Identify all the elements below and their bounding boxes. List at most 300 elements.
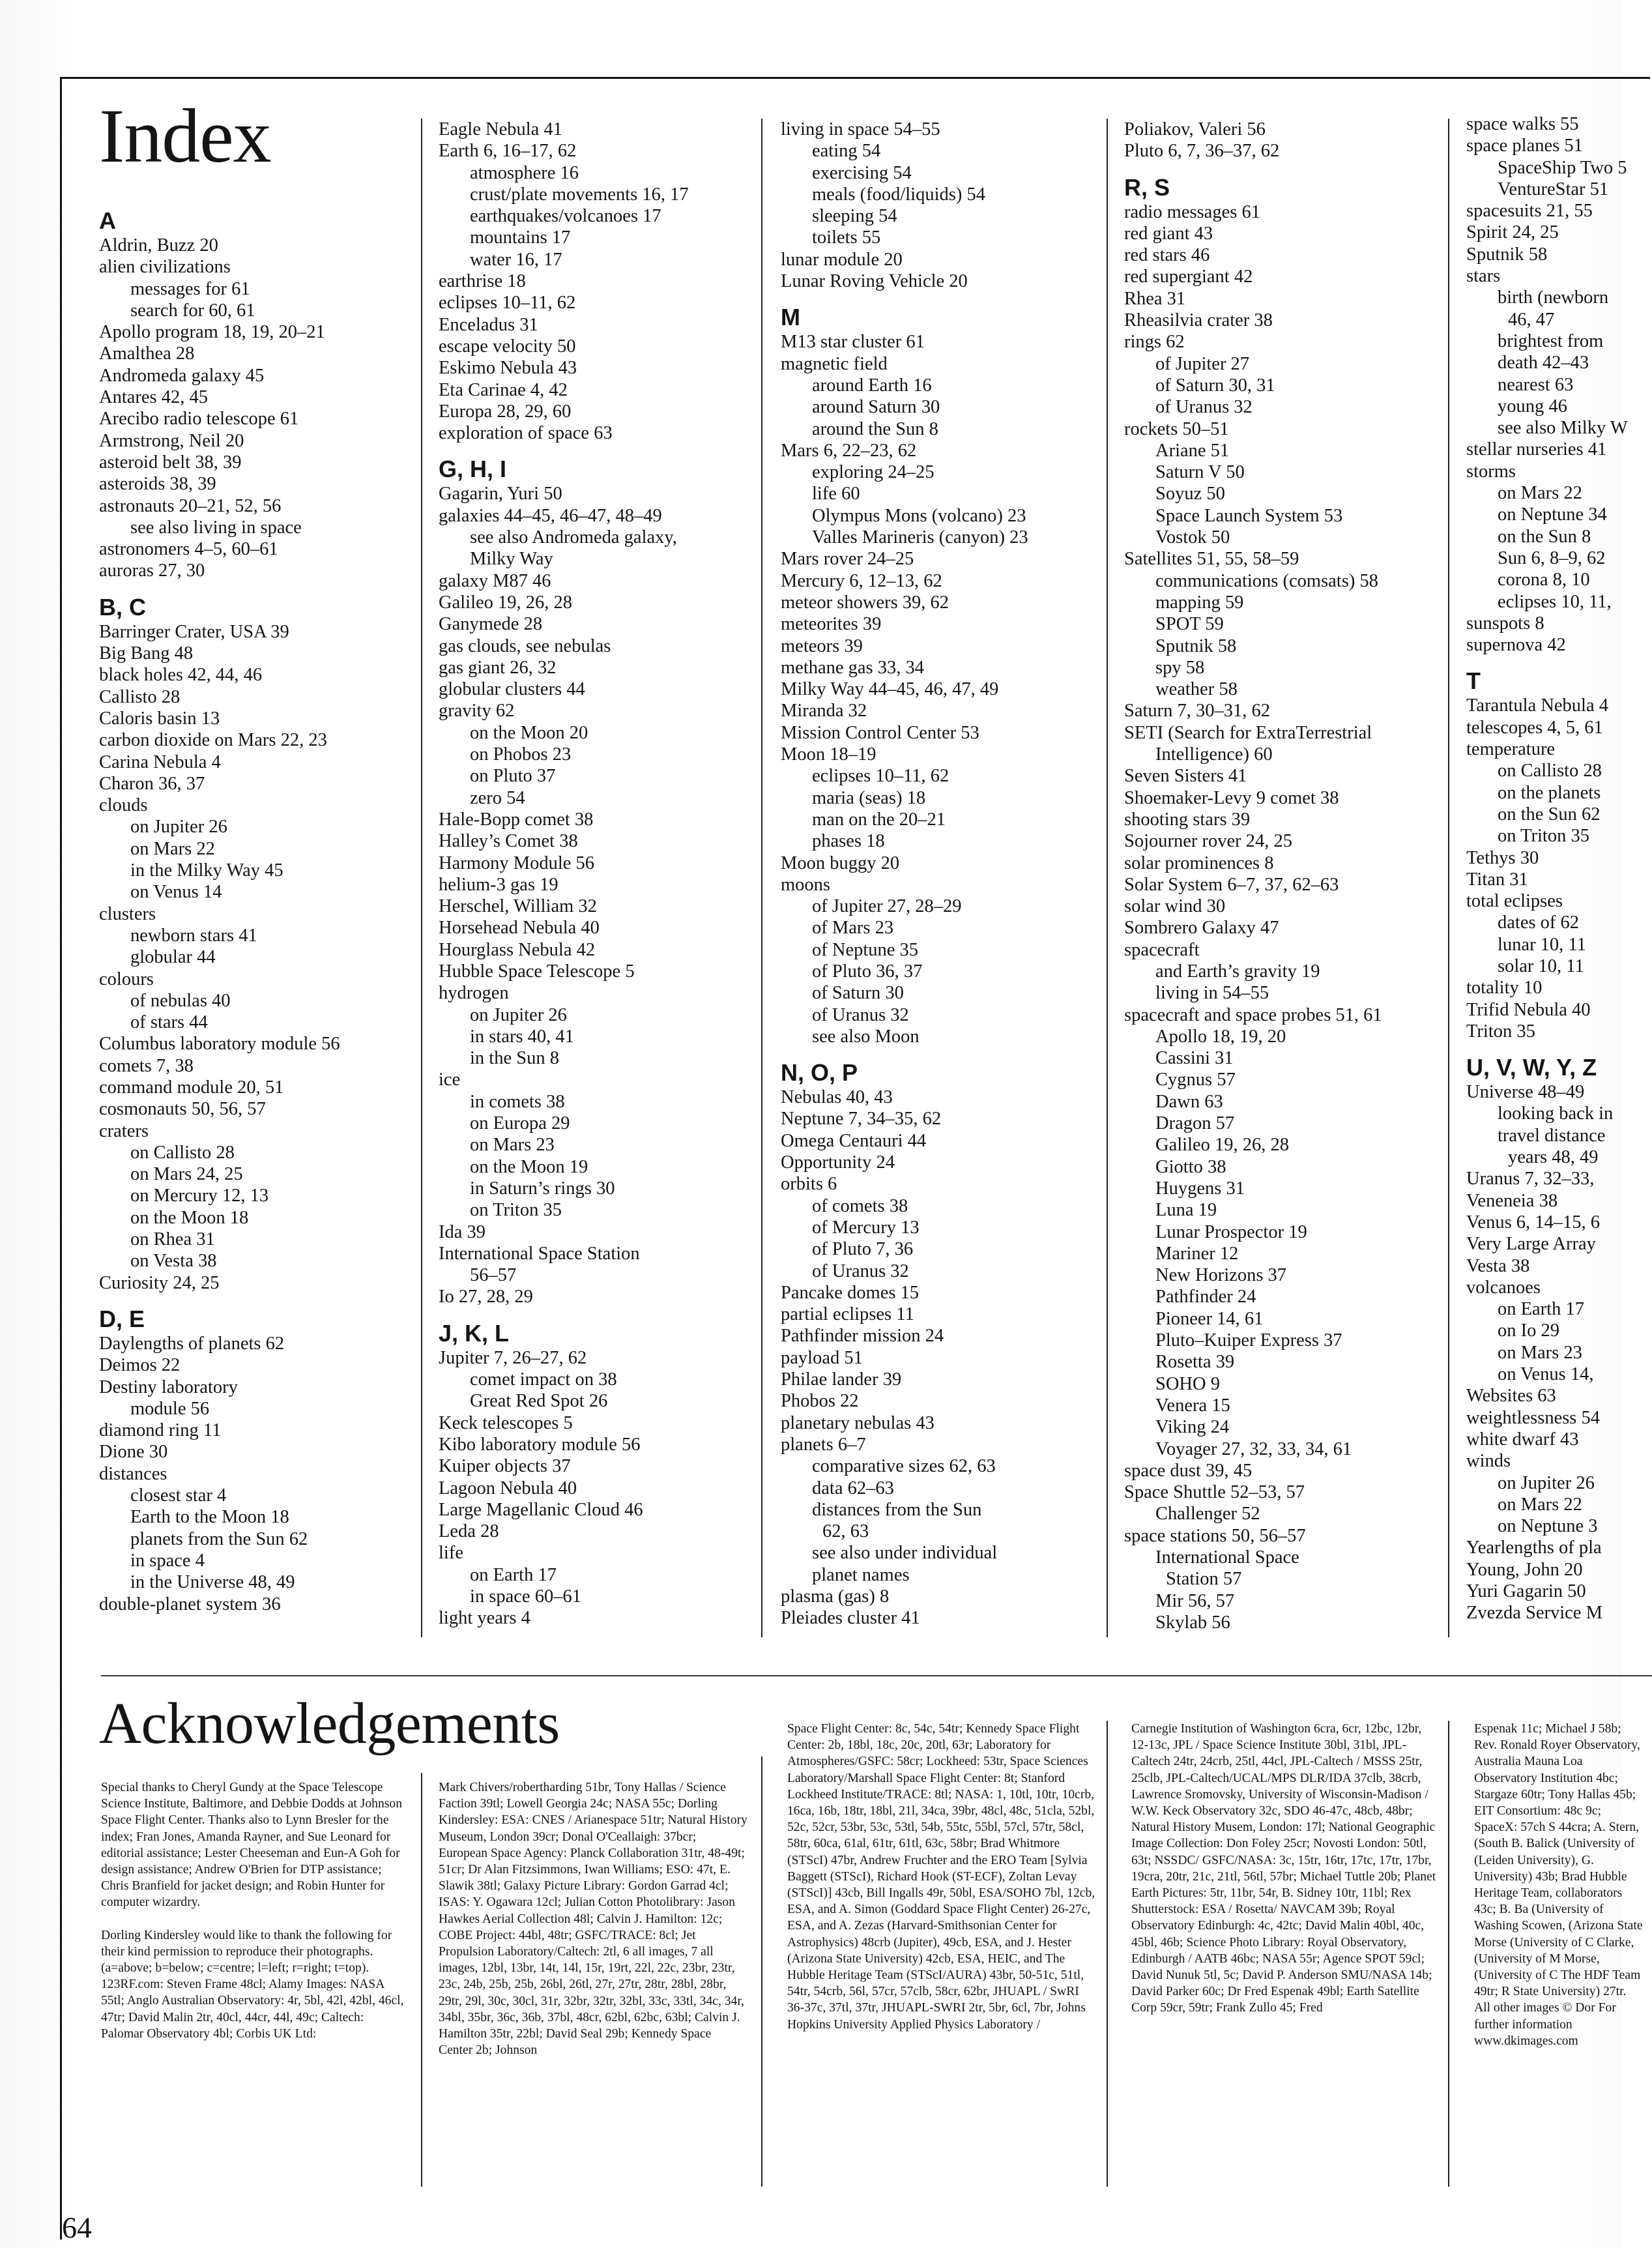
index-subentry: on Callisto 28: [1498, 761, 1602, 781]
index-entry: Amalthea 28: [99, 343, 195, 364]
index-entry: colours: [99, 969, 154, 989]
index-subentry: Giotto 38: [1155, 1156, 1226, 1177]
index-entry: Solar System 6–7, 37, 62–63: [1124, 874, 1339, 895]
index-subentry: see also Milky W: [1498, 418, 1628, 439]
index-entry: Titan 31: [1466, 869, 1528, 890]
index-entry: spacecraft and space probes 51, 61: [1124, 1004, 1382, 1025]
index-subentry: eclipses 10, 11,: [1498, 591, 1612, 612]
index-entry: Pleiades cluster 41: [781, 1608, 920, 1629]
index-entry: stars: [1466, 266, 1501, 287]
index-entry: total eclipses: [1466, 891, 1563, 912]
acknowledgements-column-3: [787, 1721, 1097, 2049]
index-subentry: on the Sun 62: [1498, 804, 1601, 825]
index-subentry: travel distance: [1498, 1125, 1606, 1146]
acknowledgement-paragraph: Space Flight Center: 8c, 54c, 54tr; Kennedy Space Flight Center: 2b, 18bl, 18c, 20c, 20tl, 63r; Laboratory for Atmospheres/GSFC: 58cr; Lockheed: 53tr, Space Sciences Laboratory/Marshall Space Flight Center: 8t; Stanford Lockheed Institute/TRACE: 8tl; NASA: 1, 10tl, 10tr, 10crb, 16ca, 16b, 18tr, 18bl, 21l, 34ca, 39br, 48cl, 48c, 51cla, 52bl, 52c, 52cr, 53br, 53c, 53tl, 54b, 55tc, 55bl, 57cl, 57tr, 58cl, 58tr, 60ca, 61al, 61tr, 61tl, 63c, 58br; Brad Whitmore (STScI) 47br, Andrew Fruchter and the ERO Team [Sylvia Baggett (STScI), Richard Hook (ST-ECF), Zoltan Levay (STScI)] 43cb, Bill Ingalls 49r, 50bl, ESA/SOHO 7bl, 12cb, ESA, and A. Simon (Goddard Space Flight Center) 26-27c, ESA, and A. Zezas (Harvard-Smithsonian Center for Astrophysics) 48crb (Jupiter), 49cb, ESA, and J. Hester (Arizona State University) 42cb, ESA, HEIC, and The Hubble Heritage Team (STScI/AURA) 43br, 50-51c, 51tl, 54tr, 54crb, 56l, 57cr, 57clb, 58cr, 62br, JHUAPL / SwRI 36-37c, 37tl, 37tr, JHUAPL-SWRI 2tr, 5br, 6cl, 7br, Johns Hopkins University Applied Physics Laboratory /: [787, 1722, 1095, 2032]
index-entry: SETI (Search for ExtraTerrestrial: [1124, 722, 1372, 743]
index-entry: double-planet system 36: [99, 1594, 281, 1614]
index-subentry: in comets 38: [470, 1091, 565, 1112]
index-entry: Space Shuttle 52–53, 57: [1124, 1482, 1305, 1503]
index-subentry: comet impact on 38: [470, 1369, 617, 1390]
index-entry: Columbus laboratory module 56: [99, 1034, 340, 1055]
index-entry: plasma (gas) 8: [781, 1586, 890, 1607]
index-entry: shooting stars 39: [1124, 809, 1251, 830]
index-column-1: [99, 207, 340, 1615]
index-subentry: in stars 40, 41: [470, 1026, 574, 1047]
index-subentry: exercising 54: [812, 162, 912, 183]
index-entry: Horsehead Nebula 40: [439, 918, 600, 939]
index-subentry: communications (comsats) 58: [1155, 570, 1378, 591]
column-divider: [1107, 1721, 1108, 2187]
index-entry: Hourglass Nebula 42: [439, 939, 596, 960]
index-entry: meteors 39: [781, 635, 863, 656]
index-subentry: of Uranus 32: [1155, 397, 1253, 418]
acknowledgements-column-1: [101, 1779, 404, 2058]
index-subentry: of stars 44: [130, 1012, 208, 1033]
index-letter-heading: R, S: [1124, 173, 1170, 201]
page-title: Index: [99, 93, 271, 179]
index-entry: gas clouds, see nebulas: [439, 635, 611, 656]
acknowledgements-column-2: [439, 1779, 748, 2075]
index-subentry: Earth to the Moon 18: [130, 1507, 289, 1528]
index-entry: stellar nurseries 41: [1466, 439, 1607, 460]
index-entry: Eta Carinae 4, 42: [439, 379, 568, 400]
index-entry: meteor showers 39, 62: [781, 592, 949, 613]
index-subentry: Intelligence) 60: [1155, 744, 1273, 765]
index-entry: black holes 42, 44, 46: [99, 665, 263, 686]
index-subentry: Lunar Prospector 19: [1155, 1221, 1307, 1242]
index-entry: orbits 6: [781, 1174, 837, 1195]
column-divider: [1107, 119, 1108, 1637]
index-entry: payload 51: [781, 1347, 863, 1368]
index-entry: Kibo laboratory module 56: [439, 1434, 641, 1455]
index-entry: Websites 63: [1466, 1386, 1556, 1407]
index-entry: Barringer Crater, USA 39: [99, 621, 289, 642]
index-subentry: birth (newborn: [1498, 287, 1609, 308]
index-subentry: sleeping 54: [812, 206, 897, 227]
index-entry: Yuri Gagarin 50: [1466, 1581, 1586, 1601]
index-entry: Herschel, William 32: [439, 896, 597, 917]
index-entry: Rhea 31: [1124, 288, 1186, 309]
index-subentry: eclipses 10–11, 62: [812, 766, 949, 787]
index-subentry: New Horizons 37: [1155, 1265, 1287, 1286]
acknowledgement-paragraph: Carnegie Institution of Washington 6cra, 6cr, 12bc, 12br, 12-13c, JPL / Space Science Institute 30bl, 31bl, JPL-Caltech 24tr, 24crb, 25tl, 44cl, JPL-Caltech / MSSS 25tr, 25clb, JPL-Caltech/UCAL/MPS DLR/IDA 37clb, 38crb, Lawrence Sromovsky, University of Wisconsin-Madison / W.W. Keck Observatory 32c, SDO 46-47c, 48cb, 48br; Natural History Musem, London: 17l; National Geographic Image Collection: Don Foley 25cr; Novosti London: 50tl, 63t; NSSDC/ GSFC/NASA: 3c, 15tr, 16tr, 17tc, 17tr, 17br, 19cra, 20tr, 21c, 21tl, 56tl, 57br; Michael Tuttle 20b; Planet Earth Pictures: 5tr, 11br, 54r, B. Sidney 10tr, 11bl; Rex Shutterstock: ESA / Rosetta/ NAVCAM 39b; Royal Observatory Edinburgh: 4c, 42tc; David Malin 40bl, 40c, 45bl, 46b; Science Photo Library: Royal Observatory, Edinburgh / AATB 46bc; NASA 55r; Agence SPOT 59cl; David Nunuk 5tl, 5c; David P. Anderson SMU/NASA 14b; David Parker 60c; Dr Fred Espenak 49bl; Earth Satellite Corp 59cr, 59tr; Frank Zullo 45; Fred: [1131, 1722, 1436, 2015]
index-subentry: in space 4: [130, 1550, 205, 1571]
index-subentry: on Io 29: [1498, 1321, 1559, 1341]
index-subentry-continuation: years 48, 49: [1508, 1147, 1599, 1168]
index-subentry: phases 18: [812, 831, 885, 852]
index-entry: Uranus 7, 32–33,: [1466, 1169, 1595, 1190]
index-subentry: on Callisto 28: [130, 1142, 235, 1163]
acknowledgement-paragraph: Special thanks to Cheryl Gundy at the Space Telescope Science Institute, Baltimore, and Debbie Dodds at Johnson Space Flight Center. Thanks also to Lynn Bresler for the index; Fran Jones, Amanda Rayner, and Sue Leonard for editorial assistance; Lester Cheeseman and Eun-A Goh for design assistance; Andrew O'Brien for DTP assistance; Chris Branfield for jacket design; and Robin Hunter for computer wizardry.: [101, 1781, 402, 1910]
index-entry: helium-3 gas 19: [439, 874, 558, 895]
index-entry: Miranda 32: [781, 701, 867, 722]
index-subentry: Olympus Mons (volcano) 23: [812, 505, 1026, 526]
index-entry: Daylengths of planets 62: [99, 1333, 285, 1354]
index-subentry: of Neptune 35: [812, 939, 919, 960]
index-entry: Big Bang 48: [99, 643, 194, 664]
index-subentry: of Saturn 30: [812, 983, 904, 1004]
index-entry: Keck telescopes 5: [439, 1412, 573, 1433]
index-subentry: messages for 61: [130, 278, 250, 299]
index-letter-heading: T: [1466, 667, 1481, 695]
index-entry: Jupiter 7, 26–27, 62: [439, 1347, 587, 1368]
index-entry: Rheasilvia crater 38: [1124, 310, 1273, 331]
index-entry: craters: [99, 1120, 149, 1141]
index-subentry: Vostok 50: [1155, 527, 1230, 548]
index-subentry: mapping 59: [1155, 592, 1244, 613]
index-entry: Caloris basin 13: [99, 708, 220, 729]
index-subentry: Challenger 52: [1155, 1504, 1260, 1525]
index-entry: Europa 28, 29, 60: [439, 401, 572, 422]
index-subentry: comparative sizes 62, 63: [812, 1456, 996, 1477]
index-entry: Halley’s Comet 38: [439, 831, 578, 852]
index-subentry: exploring 24–25: [812, 462, 935, 483]
index-subentry: on the planets: [1498, 782, 1601, 803]
index-entry: Venus 6, 14–15, 6: [1466, 1212, 1601, 1233]
index-subentry: around Saturn 30: [812, 397, 940, 418]
index-subentry: Apollo 18, 19, 20: [1155, 1026, 1286, 1047]
index-subentry: Mir 56, 57: [1155, 1590, 1235, 1611]
index-subentry: Milky Way: [470, 549, 553, 570]
index-entry: Moon 18–19: [781, 744, 877, 765]
index-entry: Carina Nebula 4: [99, 752, 221, 772]
index-subentry: VentureStar 51: [1498, 179, 1609, 199]
index-entry: Opportunity 24: [781, 1152, 895, 1173]
index-entry: supernova 42: [1466, 635, 1566, 656]
index-subentry: Cygnus 57: [1155, 1070, 1236, 1090]
index-entry: Kuiper objects 37: [439, 1456, 571, 1477]
index-subentry: corona 8, 10: [1498, 570, 1590, 591]
index-subentry: on the Moon 20: [470, 722, 588, 743]
index-entry: radio messages 61: [1124, 201, 1260, 222]
index-subentry: International Space: [1155, 1547, 1299, 1568]
index-subentry: on Rhea 31: [130, 1229, 215, 1250]
index-subentry: Soyuz 50: [1155, 484, 1225, 504]
index-subentry: life 60: [812, 484, 860, 504]
index-subentry: on Earth 17: [1498, 1299, 1584, 1320]
index-subentry: dates of 62: [1498, 912, 1580, 933]
column-divider: [761, 1757, 762, 2187]
index-entry: Mars 6, 22–23, 62: [781, 440, 917, 461]
index-entry: Milky Way 44–45, 46, 47, 49: [781, 679, 999, 700]
index-entry: volcanoes: [1466, 1277, 1541, 1298]
index-entry: solar prominences 8: [1124, 853, 1274, 873]
index-subentry: crust/plate movements 16, 17: [470, 184, 689, 205]
index-subentry: on Neptune 3: [1498, 1516, 1598, 1537]
index-subentry: planets from the Sun 62: [130, 1528, 308, 1549]
index-entry: galaxies 44–45, 46–47, 48–49: [439, 505, 662, 526]
index-entry: Young, John 20: [1466, 1559, 1583, 1580]
index-entry: rockets 50–51: [1124, 418, 1229, 439]
index-entry: Omega Centauri 44: [781, 1130, 927, 1151]
index-entry: Moon buggy 20: [781, 853, 900, 873]
index-entry: Tarantula Nebula 4: [1466, 695, 1608, 716]
index-entry: sunspots 8: [1466, 613, 1544, 634]
index-entry: Mission Control Center 53: [781, 722, 979, 743]
index-entry: Pluto 6, 7, 36–37, 62: [1124, 141, 1280, 162]
index-subentry: 56–57: [470, 1265, 517, 1286]
index-subentry: lunar 10, 11: [1498, 934, 1586, 955]
index-entry: methane gas 33, 34: [781, 657, 925, 678]
column-divider: [421, 1773, 422, 2187]
index-entry: Seven Sisters 41: [1124, 766, 1247, 787]
index-letter-heading: A: [99, 207, 116, 234]
index-entry: life: [439, 1543, 463, 1564]
index-column-5: [1466, 113, 1628, 1624]
index-subentry: weather 58: [1155, 679, 1238, 700]
index-entry: Callisto 28: [99, 686, 181, 707]
index-entry: Enceladus 31: [439, 314, 538, 335]
index-entry: Sputnik 58: [1466, 244, 1548, 265]
index-subentry: Galileo 19, 26, 28: [1155, 1135, 1290, 1156]
index-subentry: on Mars 22: [1498, 483, 1582, 504]
index-entry: Phobos 22: [781, 1391, 859, 1412]
index-subentry: closest star 4: [130, 1485, 227, 1506]
index-entry: totality 10: [1466, 978, 1543, 999]
index-entry: space walks 55: [1466, 114, 1579, 134]
index-entry: Yearlengths of pla: [1466, 1538, 1602, 1558]
index-letter-heading: U, V, W, Y, Z: [1466, 1054, 1597, 1081]
index-entry: Charon 36, 37: [99, 773, 205, 794]
index-letter-heading: M: [781, 304, 800, 331]
index-column-4: [1124, 119, 1382, 1633]
index-subentry: Valles Marineris (canyon) 23: [812, 527, 1028, 548]
index-subentry: Great Red Spot 26: [470, 1391, 608, 1412]
index-entry: gas giant 26, 32: [439, 657, 557, 678]
index-entry: Aldrin, Buzz 20: [99, 235, 218, 255]
index-subentry: water 16, 17: [470, 249, 562, 270]
acknowledgements-column-4: [1131, 1721, 1438, 2033]
index-entry: Lagoon Nebula 40: [439, 1478, 577, 1498]
index-entry: Leda 28: [439, 1521, 499, 1542]
index-subentry: man on the 20–21: [812, 809, 946, 830]
index-subentry: in the Sun 8: [470, 1048, 559, 1069]
index-subentry: Pluto–Kuiper Express 37: [1155, 1330, 1342, 1351]
index-entry: Curiosity 24, 25: [99, 1272, 220, 1293]
index-subentry: of Mercury 13: [812, 1217, 920, 1238]
index-entry: distances: [99, 1463, 167, 1484]
index-subentry: distances from the Sun: [812, 1499, 982, 1520]
index-subentry: see also Andromeda galaxy,: [470, 527, 677, 548]
column-divider: [1448, 1721, 1449, 2187]
index-subentry: Mariner 12: [1155, 1243, 1239, 1264]
index-entry: Dione 30: [99, 1442, 168, 1463]
index-entry: Gagarin, Yuri 50: [439, 484, 562, 504]
index-subentry: globular 44: [130, 947, 216, 968]
index-subentry: module 56: [130, 1398, 210, 1419]
index-subentry: on Jupiter 26: [130, 817, 227, 838]
index-entry: rings 62: [1124, 332, 1185, 353]
column-divider: [1448, 119, 1449, 1637]
index-subentry: in Saturn’s rings 30: [470, 1178, 615, 1199]
index-entry: Spirit 24, 25: [1466, 222, 1559, 243]
index-column-3: [781, 119, 1028, 1629]
index-entry: space dust 39, 45: [1124, 1460, 1253, 1481]
index-subentry: search for 60, 61: [130, 300, 255, 321]
index-subentry: of Uranus 32: [812, 1004, 909, 1025]
index-subentry: brightest from: [1498, 330, 1604, 351]
index-subentry: on Neptune 34: [1498, 504, 1607, 525]
index-entry: asteroid belt 38, 39: [99, 452, 242, 473]
index-entry: comets 7, 38: [99, 1055, 194, 1076]
index-subentry: of Jupiter 27, 28–29: [812, 896, 962, 917]
index-subentry: see also Moon: [812, 1026, 920, 1047]
index-subentry: on Jupiter 26: [470, 1004, 567, 1025]
index-subentry: mountains 17: [470, 227, 571, 248]
index-subentry: and Earth’s gravity 19: [1155, 961, 1320, 982]
index-subentry: Pioneer 14, 61: [1155, 1308, 1264, 1329]
index-subentry: spy 58: [1155, 657, 1205, 678]
index-entry: planetary nebulas 43: [781, 1412, 935, 1433]
index-entry: Destiny laboratory: [99, 1377, 238, 1397]
index-entry: Nebulas 40, 43: [781, 1087, 893, 1108]
index-subentry: planet names: [812, 1564, 910, 1585]
index-subentry: SpaceShip Two 5: [1498, 157, 1627, 178]
index-subentry: on Pluto 37: [470, 766, 556, 787]
index-entry: planets 6–7: [781, 1434, 866, 1455]
index-subentry-continuation: 62, 63: [822, 1521, 869, 1542]
index-entry: weightlessness 54: [1466, 1407, 1601, 1428]
index-column-2: [439, 119, 689, 1629]
index-subentry: on the Moon 18: [130, 1207, 249, 1228]
index-letter-heading: N, O, P: [781, 1059, 858, 1087]
index-entry: eclipses 10–11, 62: [439, 293, 576, 314]
index-subentry: of Uranus 32: [812, 1261, 909, 1281]
index-entry: winds: [1466, 1451, 1511, 1472]
column-divider: [421, 119, 422, 1637]
index-entry: Antares 42, 45: [99, 387, 209, 408]
index-entry: red supergiant 42: [1124, 267, 1253, 287]
index-entry: Poliakov, Valeri 56: [1124, 119, 1266, 139]
index-subentry: Saturn V 50: [1155, 462, 1245, 483]
index-entry: Sombrero Galaxy 47: [1124, 918, 1279, 939]
index-subentry: around the Sun 8: [812, 418, 938, 439]
index-subentry: on Mars 22: [1498, 1494, 1582, 1515]
column-divider: [761, 119, 762, 1637]
index-subentry: of Pluto 7, 36: [812, 1239, 914, 1260]
index-subentry: young 46: [1498, 396, 1567, 416]
index-entry: partial eclipses 11: [781, 1304, 914, 1325]
index-subentry: SOHO 9: [1155, 1373, 1220, 1394]
index-subentry: toilets 55: [812, 227, 881, 248]
index-entry: exploration of space 63: [439, 423, 613, 444]
index-entry: red stars 46: [1124, 245, 1210, 266]
index-entry: Pancake domes 15: [781, 1282, 920, 1303]
index-entry: command module 20, 51: [99, 1077, 284, 1098]
index-entry: Hubble Space Telescope 5: [439, 961, 635, 982]
index-subentry: Sputnik 58: [1155, 635, 1237, 656]
index-entry: spacecraft: [1124, 939, 1200, 960]
index-entry: meteorites 39: [781, 614, 882, 635]
index-entry: Ida 39: [439, 1221, 486, 1242]
index-subentry: on Mars 23: [1498, 1342, 1582, 1363]
index-entry: clusters: [99, 903, 156, 924]
index-subentry: of Jupiter 27: [1155, 353, 1250, 374]
index-entry: storms: [1466, 461, 1516, 482]
index-entry: clouds: [99, 795, 148, 816]
index-entry: red giant 43: [1124, 223, 1213, 244]
index-subentry: atmosphere 16: [470, 162, 579, 183]
index-entry: temperature: [1466, 739, 1556, 760]
index-entry: light years 4: [439, 1608, 530, 1629]
index-entry: solar wind 30: [1124, 896, 1226, 917]
index-subentry: eating 54: [812, 141, 881, 162]
index-subentry: Huygens 31: [1155, 1178, 1245, 1199]
index-entry: Saturn 7, 30–31, 62: [1124, 701, 1271, 722]
index-subentry: Viking 24: [1155, 1417, 1230, 1438]
index-entry: Trifid Nebula 40: [1466, 999, 1591, 1020]
index-letter-heading: J, K, L: [439, 1319, 510, 1347]
index-entry: lunar module 20: [781, 249, 903, 270]
index-entry: Universe 48–49: [1466, 1082, 1585, 1103]
index-entry: cosmonauts 50, 56, 57: [99, 1099, 266, 1120]
index-entry: Neptune 7, 34–35, 62: [781, 1109, 942, 1130]
index-entry: Arecibo radio telescope 61: [99, 409, 299, 430]
index-subentry: on Triton 35: [470, 1200, 562, 1221]
index-subentry: living in 54–55: [1155, 983, 1269, 1004]
index-entry: Triton 35: [1466, 1021, 1535, 1042]
index-entry: Very Large Array: [1466, 1234, 1596, 1255]
index-entry: Eskimo Nebula 43: [439, 358, 577, 379]
index-subentry: Luna 19: [1155, 1200, 1217, 1221]
index-subentry-continuation: 46, 47: [1508, 309, 1555, 330]
index-entry: Harmony Module 56: [439, 853, 595, 873]
section-divider: [101, 1675, 1652, 1676]
index-subentry: earthquakes/volcanoes 17: [470, 206, 661, 227]
index-entry: magnetic field: [781, 353, 888, 374]
acknowledgements-title: Acknowledgements: [99, 1691, 560, 1756]
index-entry: Mars rover 24–25: [781, 549, 914, 570]
index-entry: Philae lander 39: [781, 1369, 902, 1390]
index-entry: Tethys 30: [1466, 847, 1539, 868]
index-subentry: on Mars 24, 25: [130, 1164, 243, 1185]
index-subentry: meals (food/liquids) 54: [812, 184, 985, 205]
index-entry: white dwarf 43: [1466, 1429, 1579, 1450]
index-subentry: of comets 38: [812, 1195, 908, 1216]
index-subentry: solar 10, 11: [1498, 956, 1584, 976]
index-subentry: on Mars 23: [470, 1135, 555, 1156]
index-subentry: nearest 63: [1498, 374, 1574, 395]
index-entry: Pathfinder mission 24: [781, 1326, 944, 1347]
index-subentry: Dawn 63: [1155, 1091, 1223, 1112]
index-entry: hydrogen: [439, 983, 509, 1004]
index-entry: Hale-Bopp comet 38: [439, 809, 594, 830]
index-subentry: on Mercury 12, 13: [130, 1186, 269, 1206]
index-subentry: on Europa 29: [470, 1113, 570, 1134]
index-letter-heading: G, H, I: [439, 456, 507, 483]
index-entry: globular clusters 44: [439, 679, 585, 700]
index-subentry: on Phobos 23: [470, 744, 572, 765]
index-entry: Andromeda galaxy 45: [99, 365, 265, 386]
index-subentry: in the Milky Way 45: [130, 860, 283, 881]
index-entry: telescopes 4, 5, 61: [1466, 717, 1603, 738]
index-subentry: on the Moon 19: [470, 1156, 588, 1177]
index-entry: Zvezda Service M: [1466, 1603, 1602, 1624]
index-subentry: death 42–43: [1498, 353, 1589, 373]
index-entry: Sojourner rover 24, 25: [1124, 831, 1293, 852]
index-entry: Earth 6, 16–17, 62: [439, 141, 577, 162]
index-subentry: of Mars 23: [812, 918, 894, 939]
index-entry: escape velocity 50: [439, 336, 576, 357]
index-subentry: on Vesta 38: [130, 1251, 217, 1272]
index-subentry: zero 54: [470, 787, 525, 808]
acknowledgement-paragraph: Espenak 11c; Michael J 58b; Rev. Ronald Royer Observatory, Australia Mauna Loa Observatory Institution 4bc; Stargaze 60tr; Tony Hallas 45b; EIT Consortium: 48c 9c; SpaceX: 57ch S 44cra; A. Stern, (South B. Balick (University of (Leiden University), G. University) 43b; Brad Hubble Heritage Team, collaborators 43c; B. Ba (University of Washing Scowen, (Arizona State Morse (University of C Clarke, (University of M Morse, (University of C The HDF Team 49tr; R State University) 27tr. All other images © Dor For further information www.dkimages.com: [1474, 1722, 1643, 2048]
index-entry: gravity 62: [439, 701, 515, 722]
index-entry: International Space Station: [439, 1243, 640, 1264]
index-entry: Lunar Roving Vehicle 20: [781, 271, 968, 292]
index-subentry: on Mars 22: [130, 838, 215, 859]
index-subentry: Voyager 27, 32, 33, 34, 61: [1155, 1438, 1352, 1459]
